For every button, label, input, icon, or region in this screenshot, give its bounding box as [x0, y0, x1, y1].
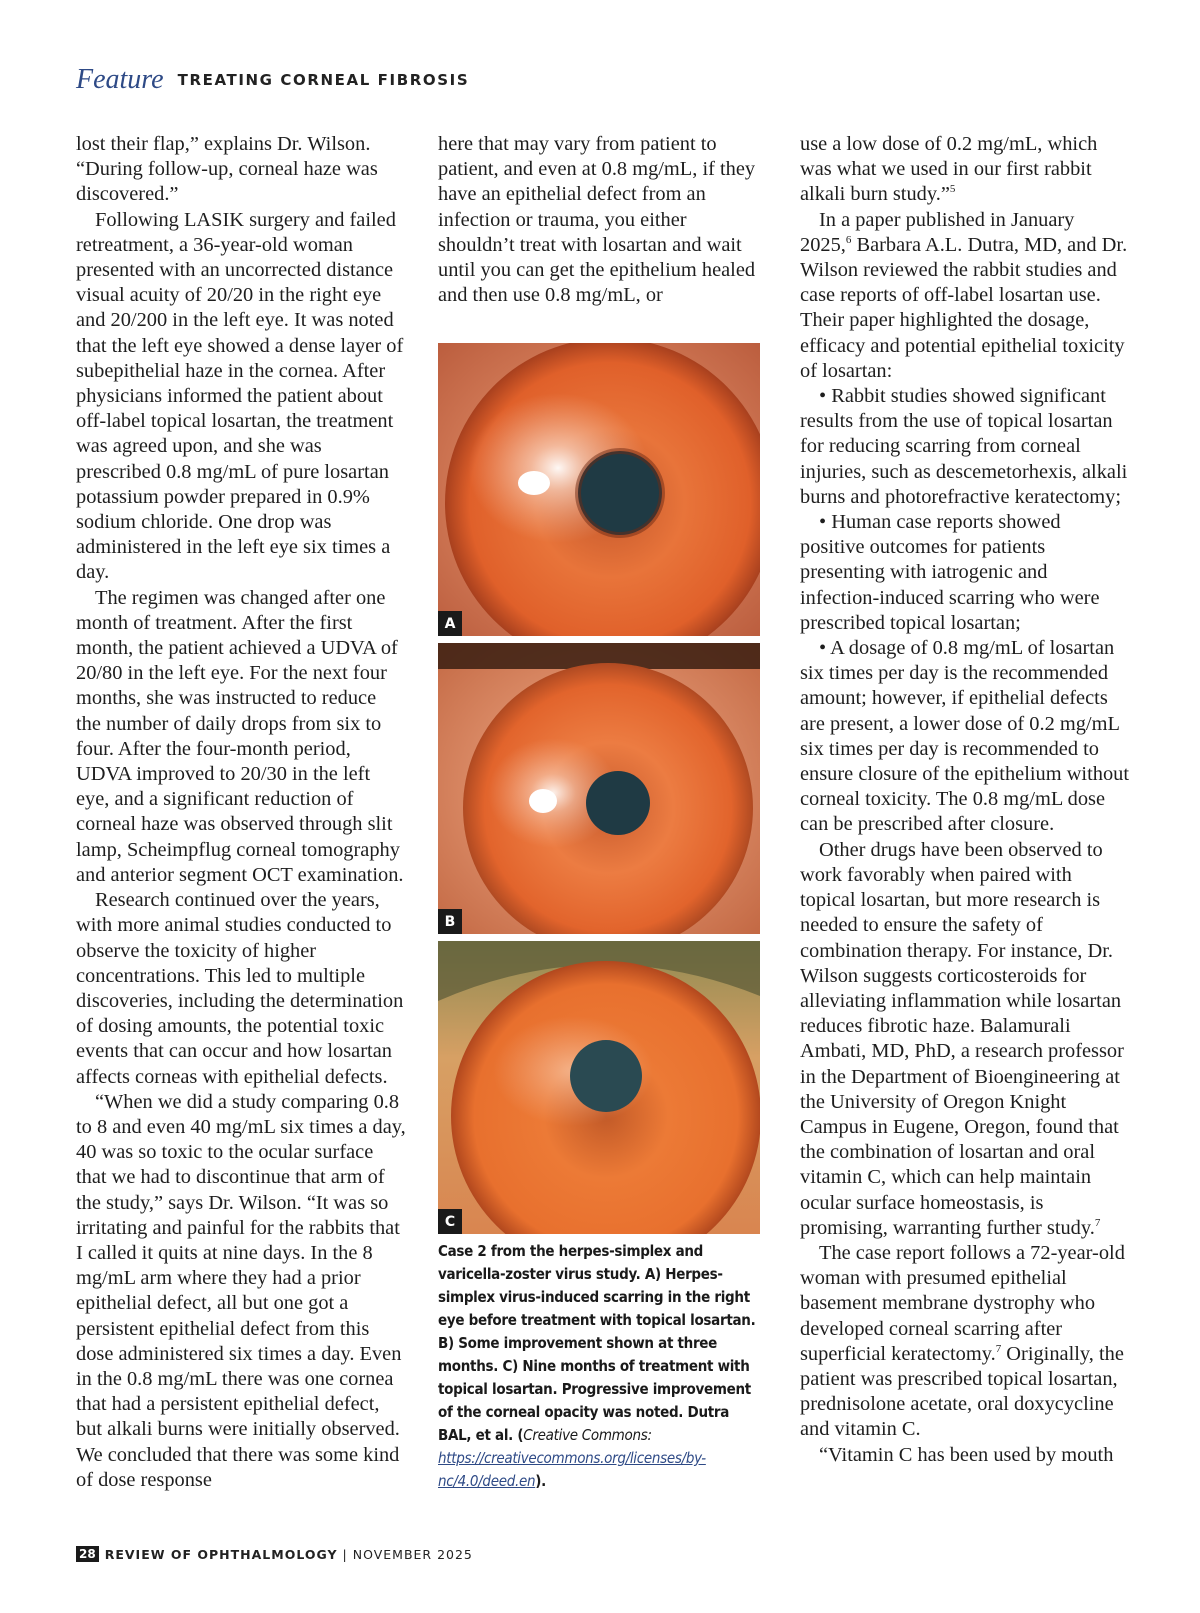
- caption-license-label: Creative Commons:: [523, 1426, 652, 1444]
- page-header: [76, 64, 469, 96]
- figure-photo-a: [438, 343, 760, 636]
- paragraph-text: In a paper published in January 2025,: [800, 208, 1075, 256]
- paragraph-text: Barbara A.L. Dutra, MD, and Dr. Wilson reviewed the rabbit studies and case reports of off-label losartan use. Their paper highlighted the dosage, efficacy and potential epithelial toxicity of losartan:: [800, 233, 1128, 382]
- reference-number: 5: [949, 183, 956, 196]
- caption-paren-open: (: [513, 1426, 524, 1444]
- bullet-item: • Human case reports showed positive outcomes for patients presenting with iatrogenic and infection-induced scarring who were prescribed topical losartan;: [800, 511, 1100, 634]
- issue-date: NOVEMBER 2025: [352, 1546, 473, 1562]
- paragraph: [800, 208, 1130, 384]
- figure-photo-c: [438, 941, 760, 1234]
- photo-label-b: B: [438, 909, 462, 934]
- photo-label-c: C: [438, 1209, 462, 1234]
- article-column-3: [800, 132, 1130, 1468]
- paragraph: “When we did a study comparing 0.8 to 8 and even 40 mg/mL six times a day, 40 was so toxic to the ocular surface that we had to discontinue that arm of the study,” says Dr. Wilson. “It was so irritating and painful for the rabbits that I called it quits at nine days. In the 8 mg/mL arm where they had a prior epithelial defect, all but one got a persistent epithelial defect from this dose administered six times a day. Even in the 0.8 mg/mL there was one cornea that had a persistent epithelial defect, but alkali burns were initially observed. We concluded that there was some kind of dose response: [76, 1090, 406, 1491]
- feature-label: Feature: [76, 64, 164, 95]
- article-column-1: [76, 132, 406, 1493]
- figure-photo-b: [438, 643, 760, 934]
- reference-number: 7: [995, 1342, 1002, 1355]
- paragraph: lost their flap,” explains Dr. Wilson. “During follow-up, corneal haze was discovered.”: [76, 133, 378, 206]
- reference-number: 7: [1094, 1216, 1101, 1229]
- page-number: 28: [76, 1546, 99, 1562]
- paragraph-text: Other drugs have been observed to work favorably when paired with topical losartan, but more research is needed to ensure the safety of combination therapy. For instance, Dr. Wilson suggests corticosteroids for alleviating inflammation while losartan reduces fibrotic haze. Balamurali Ambati, MD, PhD, a research professor in the Department of Bioengineering at the University of Oregon Knight Campus in Eugene, Oregon, found that the combination of losartan and oral vitamin C, which can help maintain ocular surface homeostasis, is promising, warranting further study.: [800, 838, 1124, 1239]
- article-column-2: [438, 132, 768, 308]
- paragraph: [800, 132, 1130, 208]
- paragraph: [800, 1241, 1130, 1443]
- page-footer: [76, 1546, 473, 1562]
- eye-photo-image: [438, 343, 760, 636]
- paragraph-text: use a low dose of 0.2 mg/mL, which was what we used in our first rabbit alkali burn study.”: [800, 133, 1098, 206]
- license-link[interactable]: https://creativecommons.org/licenses/by-nc/4.0/deed.en: [438, 1449, 706, 1490]
- paragraph: Research continued over the years, with more animal studies conducted to observe the toxicity of higher concentrations. This led to multiple discoveries, including the determination of dosing amounts, the potential toxic events that can occur and how losartan affects corneas with epithelial defects.: [76, 889, 404, 1088]
- magazine-name: REVIEW OF OPHTHALMOLOGY: [104, 1546, 338, 1562]
- paragraph: The regimen was changed after one month of treatment. After the first month, the patient achieved a UDVA of 20/80 in the left eye. For the next four months, she was instructed to reduce the number of daily drops from six to four. After the four-month period, UDVA improved to 20/30 in the left eye, and a significant reduction of corneal haze was observed through slit lamp, Scheimpflug corneal tomography and anterior segment OCT examination.: [76, 586, 404, 886]
- reference-number: 6: [845, 234, 852, 247]
- paragraph: here that may vary from patient to patient, and even at 0.8 mg/mL, if they have an epithelial defect from an infection or trauma, you either shouldn’t treat with losartan and wait until you can get the epithelium healed and then use 0.8 mg/mL, or: [438, 133, 756, 307]
- paragraph: [800, 838, 1130, 1241]
- section-title: TREATING CORNEAL FIBROSIS: [177, 71, 470, 89]
- paragraph-text: The case report follows a 72-year-old woman with presumed epithelial basement membrane dystrophy who developed corneal scarring after superficial keratectomy.: [800, 1241, 1125, 1365]
- bullet-item: • Rabbit studies showed significant results from the use of topical losartan for reducing scarring from corneal injuries, such as descemetorhexis, alkali burns and photorefractive keratectomy;: [800, 385, 1128, 508]
- paragraph-text: Originally, the patient was prescribed topical losartan, prednisolone acetate, oral doxycycline and vitamin C.: [800, 1342, 1124, 1441]
- paragraph: Following LASIK surgery and failed retreatment, a 36-year-old woman presented with an uncorrected distance visual acuity of 20/20 in the right eye and 20/200 in the left eye. It was noted that the left eye showed a dense layer of subepithelial haze in the cornea. After physicians informed the patient about off-label topical losartan, the treatment was agreed upon, and she was prescribed 0.8 mg/mL of pure losartan potassium powder prepared in 0.9% sodium chloride. One drop was administered in the left eye six times a day.: [76, 208, 404, 584]
- bullet-item: • A dosage of 0.8 mg/mL of losartan six times per day is the recommended amount; however, if epithelial defects are present, a lower dose of 0.2 mg/mL six times per day is recommended to ensure closure of the epithelium without corneal toxicity. The 0.8 mg/mL dose can be prescribed after closure.: [800, 637, 1129, 836]
- caption-text: Case 2 from the herpes-simplex and varicella-zoster virus study. A) Herpes-simplex virus-induced scarring in the right eye before treatment with topical losartan. B) Some improvement shown at three months. C) Nine months of treatment with topical losartan. Progressive improvement of the corneal opacity was noted. Dutra BAL, et al.: [438, 1242, 756, 1444]
- caption-paren-close: ).: [535, 1472, 546, 1490]
- eye-photo-image: [438, 941, 760, 1234]
- eye-photo-image: [438, 643, 760, 934]
- paragraph: “Vitamin C has been used by mouth: [819, 1443, 1114, 1466]
- photo-label-a: A: [438, 611, 462, 636]
- figure-caption: [438, 1240, 760, 1493]
- footer-separator: |: [342, 1546, 348, 1562]
